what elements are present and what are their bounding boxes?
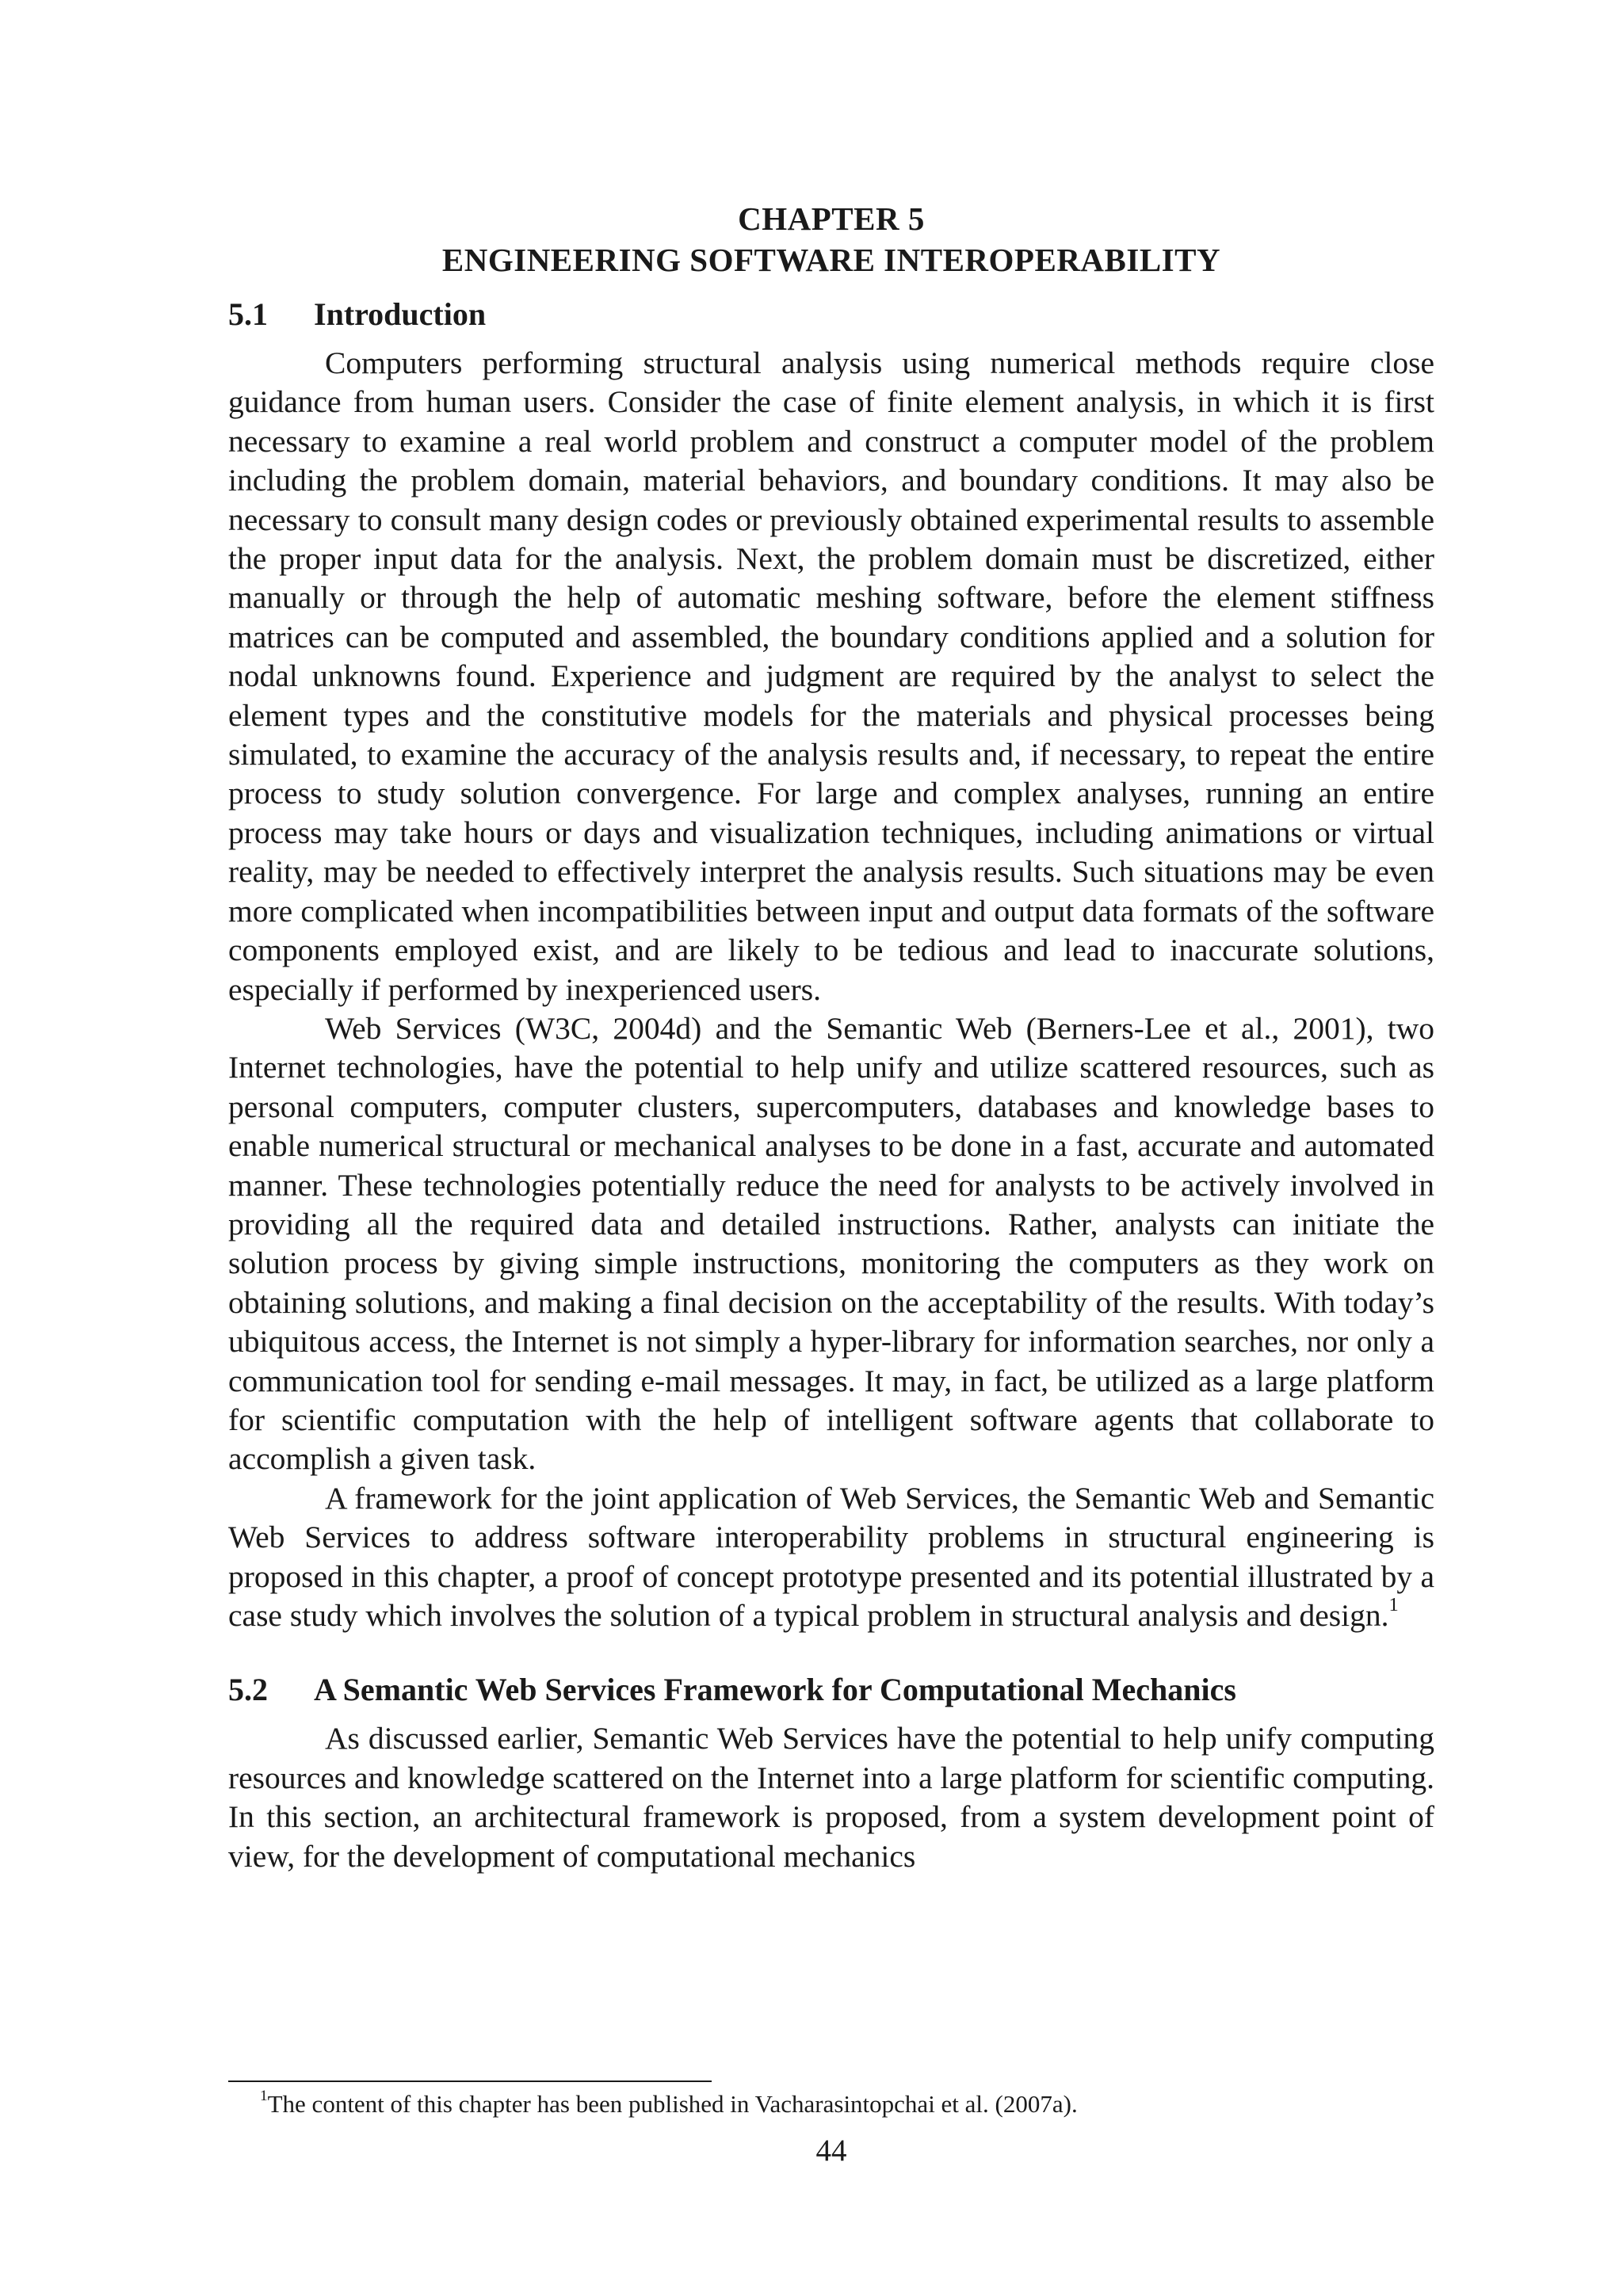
section-body-framework [228,1719,1434,1876]
section-heading-framework [228,1670,1434,1710]
paragraph: Computers performing structural analysis using numerical methods require close guidance from human users. Consider the case of finite element analysis, in which it is first necessary to examine a real world problem and construct a computer model of the problem including the problem domain, material behaviors, and boundary conditions. It may also be necessary to consult many design codes or previously obtained experimental results to assemble the proper input data for the analysis. Next, the problem domain must be discretized, either manually or through the help of automatic meshing software, before the element stiffness matrices can be computed and assembled, the boundary conditions applied and a solution for nodal unknowns found. Experience and judgment are required by the analyst to select the element types and the constitutive models for the materials and physical processes being simulated, to examine the accuracy of the analysis results and, if necessary, to repeat the entire process to study solution convergence. For large and complex analyses, running an entire process may take hours or days and visualization techniques, including animations or virtual reality, may be needed to effectively interpret the analysis results. Such situations may be even more complicated when incompatibilities between input and output data formats of the software components employed exist, and are likely to be tedious and lead to inaccurate solutions, especially if performed by inexperienced users. [228,345,1434,1007]
footnote [228,2088,1434,2120]
section-title: Introduction [314,296,487,332]
chapter-heading [228,198,1434,280]
section-body-introduction [228,344,1434,1635]
section-number: 5.2 [228,1672,268,1708]
footnote-marker: 1 [260,2087,268,2104]
paragraph: Web Services (W3C, 2004d) and the Semantic Web (Berners-Lee et al., 2001), two Internet technologies, have the potential to help unify and utilize scattered resources, such as personal computers, computer clusters, supercomputers, databases and knowledge bases to enable numerical structural or mechanical analyses to be done in a fast, accurate and automated manner. These technologies potentially reduce the need for analysts to be actively involved in providing all the required data and detailed instructions. Rather, analysts can initiate the solution process by giving simple instructions, monitoring the computers as they work on obtaining solutions, and making a final decision on the acceptability of the results. With today’s ubiquitous access, the Internet is not simply a hyper-library for information searches, nor only a communication tool for sending e-mail messages. It may, in fact, be utilized as a large platform for scientific computation with the help of intelligent software agents that collaborate to accomplish a given task. [228,1010,1434,1477]
footnote-divider [228,2081,712,2082]
section-heading-introduction [228,295,1434,334]
chapter-title: ENGINEERING SOFTWARE INTEROPERABILITY [441,242,1221,278]
page-body [228,198,1434,1876]
page-number: 44 [815,2134,847,2168]
section-title: A Semantic Web Services Framework for Computational Mechanics [314,1672,1236,1708]
footnote-marker: 1 [1388,1593,1399,1615]
footnote-text: The content of this chapter has been published in Vacharasintopchai et al. (2007a). [267,2090,1078,2118]
paragraph [228,1479,1434,1636]
paragraph-text: A framework for the joint application of Web Services, the Semantic Web and Semantic Web Services to address software interoperability problems in structural engineering is proposed in this chapter, a proof of concept prototype presented and its potential illustrated by a case study which involves the solution of a typical problem in structural analysis and design. [228,1480,1434,1633]
paragraph: As discussed earlier, Semantic Web Services have the potential to help unify computing resources and knowledge scattered on the Internet into a large platform for scientific computing. In this section, an architectural framework is proposed, from a system development point of view, for the development of computational mechanics [228,1721,1434,1874]
section-number: 5.1 [228,296,268,332]
chapter-label: CHAPTER 5 [738,200,925,237]
